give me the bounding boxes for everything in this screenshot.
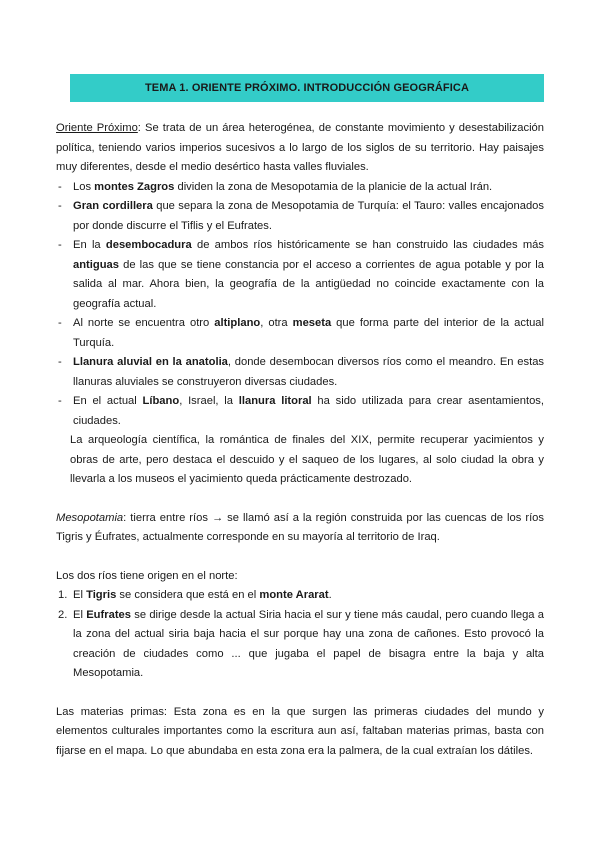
item-bold: desembocadura xyxy=(105,239,192,251)
materias-paragraph: Las materias primas: Esta zona es en la que surgen las primeras ciudades del mundo y elementos culturales importantes como la escritura aun así, faltaban materias primas, basta con fijarse en el mapa. Lo que abundaba en esta zona era la palmera, de la cual extraían los dátiles. xyxy=(56,705,544,757)
intro-term: Oriente Próximo xyxy=(56,122,138,134)
dash-marker: - xyxy=(58,200,62,212)
title-banner xyxy=(70,74,544,102)
dash-marker: - xyxy=(58,317,62,329)
intro-text: : Se trata de un área heterogénea, de constante movimiento y desestabilización política, teniendo varios imperios sucesivos a lo largo de los siglos de su territorio. Hay paisajes muy diferentes, desde el medio desértico hasta valles fluviales. xyxy=(56,122,544,173)
dash-marker: - xyxy=(58,180,62,193)
item-text: se dirige desde la actual Siria hacia el sur y tiene más caudal, pero cuando llega a la zona del actual siria baja hacia el sur porque hay una zona de cañones. Esto provocó la creación de ciudades como ... que jugaba el papel de bisagra entre la baja y alta Mesopotamia. xyxy=(73,608,545,679)
mesopotamia-paragraph xyxy=(56,509,544,548)
page-title: TEMA 1. ORIENTE PRÓXIMO. INTRODUCCIÓN GEOGRÁFICA xyxy=(144,82,469,94)
item-text: , donde desembocan diversos ríos como el meandro. En estas llanuras aluviales se construyeron diversas ciudades. xyxy=(73,356,545,388)
rios-intro: Los dos ríos tiene origen en el norte: xyxy=(56,569,238,582)
item-bold: Tigris xyxy=(86,589,117,601)
list-item xyxy=(56,586,544,606)
number-marker: 1. xyxy=(58,589,68,601)
item-bold: Llanura aluvial en la anatolia xyxy=(73,356,228,368)
item-text: El xyxy=(73,608,87,621)
item-bold: montes Zagros xyxy=(94,180,175,193)
item-text: En el actual xyxy=(73,395,143,407)
list-item xyxy=(56,178,544,198)
item-text: de ambos ríos históricamente se han construido las ciudades más xyxy=(191,239,545,251)
item-bold: antiguas xyxy=(73,258,120,271)
item-bold: Líbano xyxy=(142,395,180,407)
item-text: que forma parte del interior de la actual Turquía. xyxy=(73,317,544,349)
item-text: se considera que está en el xyxy=(116,589,260,601)
item-bold: Gran cordillera xyxy=(73,200,153,212)
number-marker: 2. xyxy=(58,608,68,621)
item-text: , Israel, la xyxy=(179,395,239,407)
dash-marker: - xyxy=(58,395,62,407)
item-text: , otra xyxy=(260,317,293,329)
item-text: dividen la zona de Mesopotamia de la planicie de la actual Irán. xyxy=(174,180,493,193)
item-bold: altiplano xyxy=(214,317,261,329)
item-text: El xyxy=(73,589,87,601)
item-bold: monte Ararat xyxy=(259,589,329,601)
arqueologia-paragraph: La arqueología científica, la romántica de finales del XIX, permite recuperar yacimientos y obras de arte, pero destaca el descuido y el saqueo de los lugares, al solo ciudad la obra y llevarla a los museos el yacimiento queda prácticamente destrozado. xyxy=(70,434,544,485)
item-text: de las que se tiene constancia por el acceso a corrientes de agua potable y por la salida al mar. Ahora bien, la geografía de la antigüedad no coincide exactamente con la geografía actual. xyxy=(73,258,544,310)
list-item xyxy=(56,197,544,236)
list-item xyxy=(56,353,544,392)
item-bold: llanura litoral xyxy=(238,395,312,407)
item-text: que separa la zona de Mesopotamia de Turquía: el Tauro: valles encajonados por donde discurre el Tiflis y el Eufrates. xyxy=(73,200,544,232)
item-bold: Eufrates xyxy=(86,608,131,621)
list-item xyxy=(56,314,544,353)
document-page xyxy=(56,74,544,761)
mesopotamia-term: Mesopotamia xyxy=(56,511,124,524)
dash-marker: - xyxy=(58,356,62,368)
list-item xyxy=(56,606,544,684)
rivers-list xyxy=(56,586,544,684)
dash-marker: - xyxy=(58,239,62,251)
item-bold: meseta xyxy=(292,317,332,329)
intro-paragraph xyxy=(56,119,544,178)
item-text: En la xyxy=(73,239,106,251)
list-item xyxy=(56,392,544,431)
mesopotamia-text: : tierra entre ríos → se llamó así a la región construida por las cuencas de los ríos Tigris y Éufrates, actualmente corresponde en su mayoría al territorio de Iraq. xyxy=(56,511,544,543)
features-list xyxy=(56,178,544,432)
item-text: Al norte se encuentra otro xyxy=(73,317,215,329)
item-text: Los xyxy=(73,180,95,193)
list-item xyxy=(56,236,544,314)
item-text: ha sido utilizada para crear asentamientos, ciudades. xyxy=(73,395,544,427)
item-text: . xyxy=(328,589,332,601)
